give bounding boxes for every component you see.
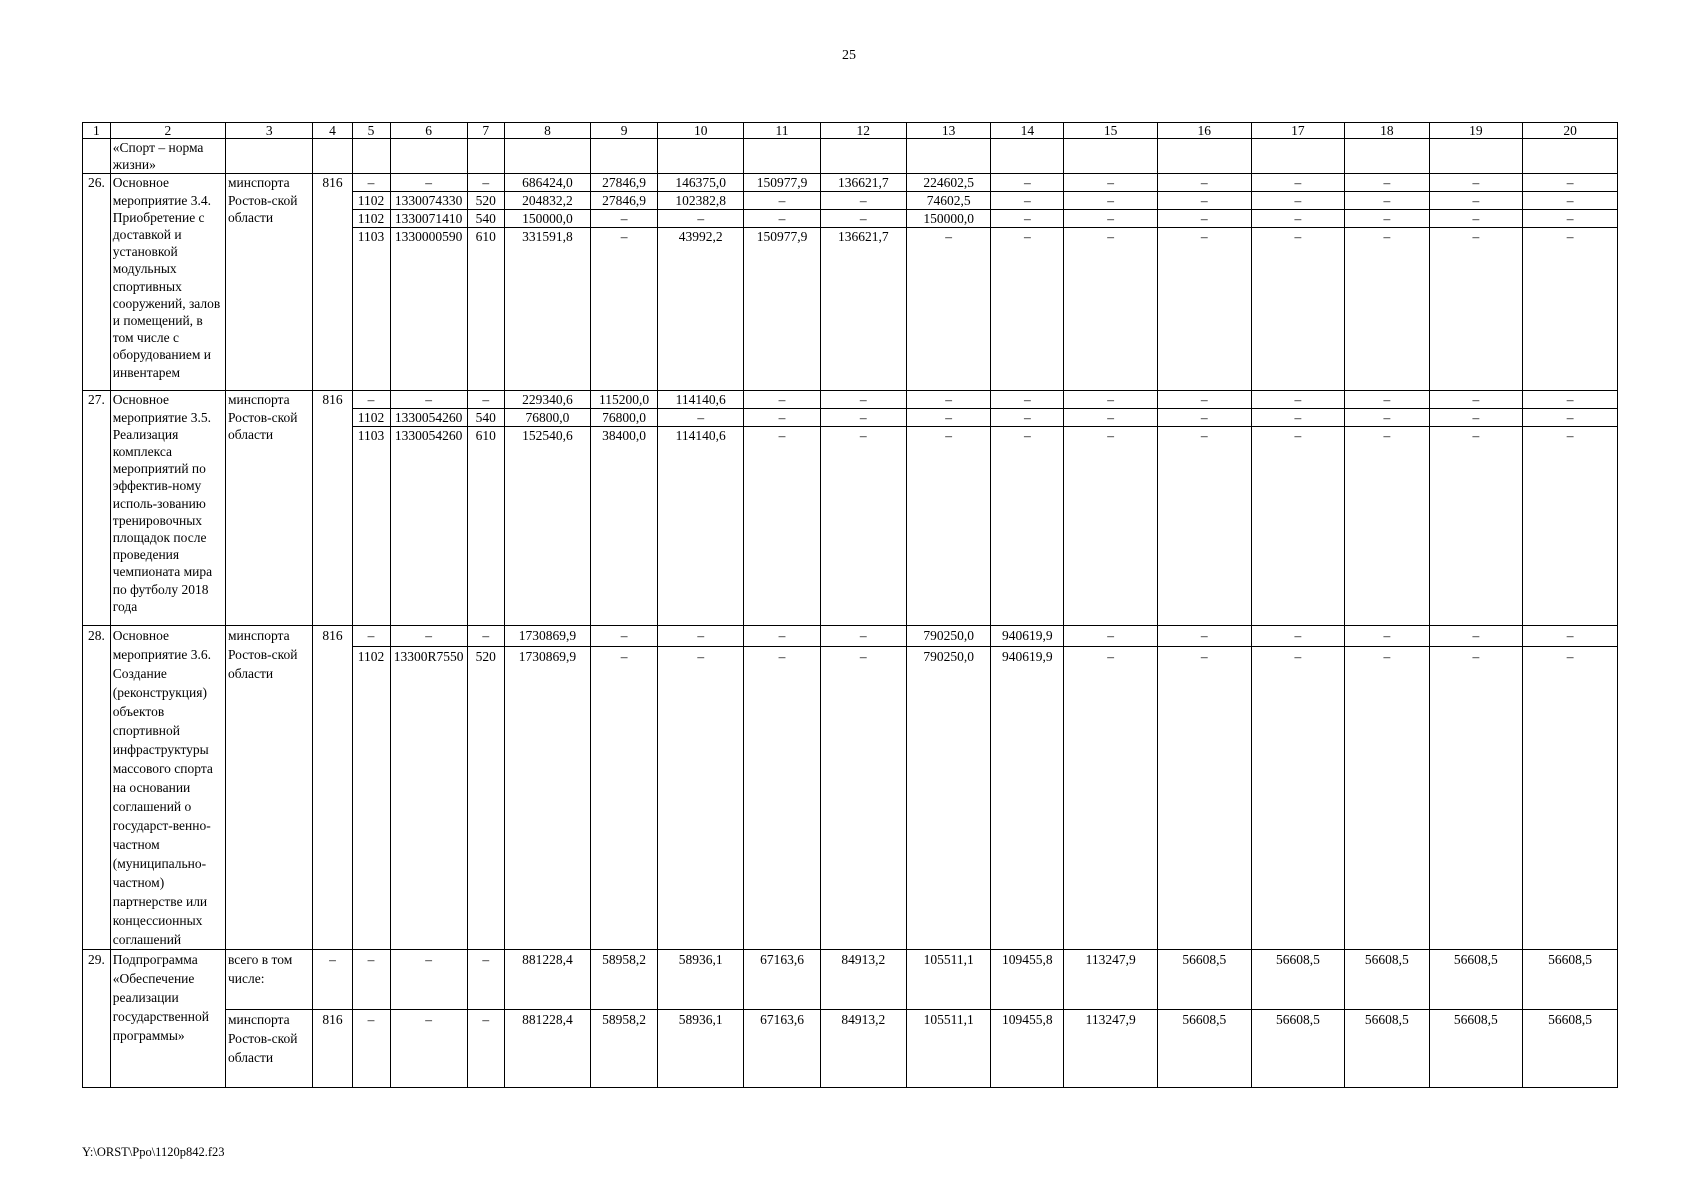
- header-cell: 8: [504, 123, 590, 139]
- value-cell: 113247,9: [1064, 1010, 1158, 1088]
- value-cell: 76800,0: [504, 409, 590, 427]
- value-cell: –: [744, 210, 820, 228]
- value-cell: 115200,0: [591, 391, 658, 409]
- value-cell: –: [1157, 228, 1251, 391]
- value-cell: 1102: [352, 647, 390, 950]
- table-cell: [991, 139, 1064, 174]
- value-cell: –: [1429, 228, 1523, 391]
- value-cell: –: [820, 210, 906, 228]
- value-cell: –: [1157, 210, 1251, 228]
- value-cell: –: [1345, 391, 1429, 409]
- header-cell: 12: [820, 123, 906, 139]
- value-cell: –: [1523, 391, 1618, 409]
- value-cell: –: [744, 626, 820, 647]
- value-cell: –: [744, 192, 820, 210]
- value-cell: 114140,6: [658, 391, 744, 409]
- value-cell: –: [1064, 174, 1158, 192]
- measure-name: Подпрограмма «Обеспечение реализации государственной программы»: [110, 950, 225, 1088]
- table-cell: [820, 139, 906, 174]
- value-cell: –: [1251, 391, 1345, 409]
- table-row: [83, 626, 1618, 647]
- value-cell: –: [390, 391, 467, 409]
- value-cell: 1330054260: [390, 409, 467, 427]
- value-cell: 1102: [352, 409, 390, 427]
- table-cell: [1345, 139, 1429, 174]
- table-cell: [313, 139, 352, 174]
- executor: минспорта Ростов-ской области: [225, 626, 312, 950]
- code-816: 816: [313, 626, 352, 950]
- value-cell: –: [1345, 192, 1429, 210]
- value-cell: –: [1251, 409, 1345, 427]
- value-cell: 136621,7: [820, 174, 906, 192]
- value-cell: –: [1345, 228, 1429, 391]
- table-cell: [906, 139, 990, 174]
- value-cell: 105511,1: [906, 1010, 990, 1088]
- header-cell: 13: [906, 123, 990, 139]
- header-cell: 3: [225, 123, 312, 139]
- value-cell: –: [591, 626, 658, 647]
- value-cell: 56608,5: [1523, 950, 1618, 1010]
- value-cell: 1730869,9: [504, 626, 590, 647]
- value-cell: –: [820, 192, 906, 210]
- value-cell: 686424,0: [504, 174, 590, 192]
- value-cell: 113247,9: [1064, 950, 1158, 1010]
- value-cell: 56608,5: [1157, 950, 1251, 1010]
- table-cell: [1523, 139, 1618, 174]
- value-cell: –: [390, 626, 467, 647]
- value-cell: –: [1251, 647, 1345, 950]
- value-cell: 146375,0: [658, 174, 744, 192]
- table-cell: [591, 139, 658, 174]
- value-cell: 56608,5: [1157, 1010, 1251, 1088]
- measure-name: Основное мероприятие 3.4. Приобретение с доставкой и установкой модульных спортивных сооружений, залов и помещений, в том числе с оборудованием и инвентарем: [110, 174, 225, 391]
- value-cell: –: [591, 210, 658, 228]
- value-cell: –: [467, 626, 504, 647]
- table-row: [83, 139, 1618, 174]
- value-cell: –: [1345, 174, 1429, 192]
- code-816: 816: [313, 391, 352, 626]
- value-cell: –: [1429, 427, 1523, 626]
- value-cell: –: [1064, 647, 1158, 950]
- value-cell: 1102: [352, 210, 390, 228]
- row-number: 28.: [83, 626, 111, 950]
- value-cell: –: [991, 210, 1064, 228]
- value-cell: 520: [467, 192, 504, 210]
- value-cell: 56608,5: [1523, 1010, 1618, 1088]
- value-cell: 150977,9: [744, 228, 820, 391]
- header-cell: 5: [352, 123, 390, 139]
- header-cell: 18: [1345, 123, 1429, 139]
- executor: минспорта Ростов-ской области: [225, 174, 312, 391]
- value-cell: 76800,0: [591, 409, 658, 427]
- value-cell: –: [991, 391, 1064, 409]
- value-cell: –: [820, 391, 906, 409]
- value-cell: –: [1157, 409, 1251, 427]
- table-cell: [744, 139, 820, 174]
- value-cell: 74602,5: [906, 192, 990, 210]
- table-row: [83, 1010, 1618, 1088]
- header-cell: 20: [1523, 123, 1618, 139]
- header-cell: 16: [1157, 123, 1251, 139]
- value-cell: 1730869,9: [504, 647, 590, 950]
- value-cell: –: [820, 409, 906, 427]
- value-cell: 56608,5: [1345, 950, 1429, 1010]
- value-cell: –: [467, 174, 504, 192]
- value-cell: –: [658, 626, 744, 647]
- value-cell: 1103: [352, 427, 390, 626]
- value-cell: 1330000590: [390, 228, 467, 391]
- value-cell: 13300R7550: [390, 647, 467, 950]
- value-cell: –: [658, 409, 744, 427]
- value-cell: 105511,1: [906, 950, 990, 1010]
- executor: минспорта Ростов-ской области: [225, 391, 312, 626]
- header-cell: 17: [1251, 123, 1345, 139]
- code-816: –: [313, 950, 352, 1010]
- value-cell: 67163,6: [744, 950, 820, 1010]
- value-cell: –: [1157, 626, 1251, 647]
- header-cell: 7: [467, 123, 504, 139]
- header-cell: 6: [390, 123, 467, 139]
- value-cell: 1330071410: [390, 210, 467, 228]
- table-cell: [1429, 139, 1523, 174]
- value-cell: 150000,0: [504, 210, 590, 228]
- value-cell: –: [1345, 427, 1429, 626]
- value-cell: –: [1157, 647, 1251, 950]
- value-cell: 1330054260: [390, 427, 467, 626]
- value-cell: 67163,6: [744, 1010, 820, 1088]
- value-cell: –: [1523, 427, 1618, 626]
- value-cell: 940619,9: [991, 647, 1064, 950]
- value-cell: –: [906, 427, 990, 626]
- value-cell: –: [352, 1010, 390, 1088]
- measure-name: Основное мероприятие 3.5. Реализация комплекса мероприятий по эффектив-ному исполь-зованию тренировочных площадок после проведения чемпионата мира по футболу 2018 года: [110, 391, 225, 626]
- value-cell: –: [1345, 409, 1429, 427]
- value-cell: –: [1429, 174, 1523, 192]
- value-cell: 84913,2: [820, 1010, 906, 1088]
- code-816: 816: [313, 174, 352, 391]
- measure-name: «Спорт – норма жизни»: [110, 139, 225, 174]
- value-cell: –: [1251, 174, 1345, 192]
- value-cell: 58936,1: [658, 1010, 744, 1088]
- measure-name: Основное мероприятие 3.6. Создание (реконструкция) объектов спортивной инфраструктуры массового спорта на основании соглашений о государст-венно-частном (муниципально-частном) партнерстве или концессионных соглашений: [110, 626, 225, 950]
- value-cell: 540: [467, 210, 504, 228]
- value-cell: 152540,6: [504, 427, 590, 626]
- value-cell: –: [744, 647, 820, 950]
- table-cell: [1157, 139, 1251, 174]
- value-cell: 540: [467, 409, 504, 427]
- value-cell: 38400,0: [591, 427, 658, 626]
- value-cell: –: [1157, 391, 1251, 409]
- footer-path: Y:\ORST\Ppo\1120p842.f23: [82, 1145, 225, 1159]
- header-cell: 9: [591, 123, 658, 139]
- table-cell: [658, 139, 744, 174]
- value-cell: –: [1523, 647, 1618, 950]
- value-cell: –: [1064, 626, 1158, 647]
- value-cell: –: [1064, 391, 1158, 409]
- table-cell: [83, 139, 111, 174]
- header-cell: 10: [658, 123, 744, 139]
- table-cell: [225, 139, 312, 174]
- row-number: 26.: [83, 174, 111, 391]
- value-cell: –: [1251, 210, 1345, 228]
- value-cell: –: [1345, 647, 1429, 950]
- value-cell: –: [1251, 427, 1345, 626]
- value-cell: –: [1523, 174, 1618, 192]
- value-cell: 610: [467, 228, 504, 391]
- value-cell: 150977,9: [744, 174, 820, 192]
- value-cell: –: [1523, 228, 1618, 391]
- table-cell: [390, 139, 467, 174]
- value-cell: –: [352, 626, 390, 647]
- value-cell: 331591,8: [504, 228, 590, 391]
- budget-table: [82, 122, 1618, 1088]
- value-cell: 56608,5: [1251, 1010, 1345, 1088]
- value-cell: 56608,5: [1345, 1010, 1429, 1088]
- header-cell: 11: [744, 123, 820, 139]
- value-cell: –: [991, 409, 1064, 427]
- value-cell: –: [591, 647, 658, 950]
- value-cell: –: [906, 409, 990, 427]
- value-cell: 150000,0: [906, 210, 990, 228]
- value-cell: –: [1157, 192, 1251, 210]
- value-cell: –: [1523, 192, 1618, 210]
- value-cell: –: [1251, 228, 1345, 391]
- header-cell: 15: [1064, 123, 1158, 139]
- value-cell: 610: [467, 427, 504, 626]
- value-cell: 114140,6: [658, 427, 744, 626]
- value-cell: –: [390, 1010, 467, 1088]
- value-cell: 43992,2: [658, 228, 744, 391]
- value-cell: –: [744, 409, 820, 427]
- value-cell: –: [467, 391, 504, 409]
- value-cell: –: [991, 427, 1064, 626]
- value-cell: –: [906, 228, 990, 391]
- table-cell: [1251, 139, 1345, 174]
- value-cell: 56608,5: [1251, 950, 1345, 1010]
- value-cell: 58958,2: [591, 950, 658, 1010]
- value-cell: –: [1523, 409, 1618, 427]
- value-cell: –: [658, 647, 744, 950]
- value-cell: 136621,7: [820, 228, 906, 391]
- value-cell: 1330074330: [390, 192, 467, 210]
- page-number: 25: [842, 48, 856, 63]
- value-cell: –: [991, 228, 1064, 391]
- value-cell: –: [1064, 228, 1158, 391]
- value-cell: 27846,9: [591, 174, 658, 192]
- value-cell: 224602,5: [906, 174, 990, 192]
- value-cell: –: [390, 950, 467, 1010]
- value-cell: –: [591, 228, 658, 391]
- value-cell: –: [390, 174, 467, 192]
- value-cell: 520: [467, 647, 504, 950]
- table-cell: [352, 139, 390, 174]
- header-cell: 2: [110, 123, 225, 139]
- value-cell: 881228,4: [504, 1010, 590, 1088]
- value-cell: 1103: [352, 228, 390, 391]
- value-cell: –: [1251, 192, 1345, 210]
- executor: всего в том числе:: [225, 950, 312, 1010]
- value-cell: –: [1251, 626, 1345, 647]
- value-cell: –: [744, 391, 820, 409]
- value-cell: –: [991, 174, 1064, 192]
- value-cell: –: [1157, 174, 1251, 192]
- value-cell: 84913,2: [820, 950, 906, 1010]
- value-cell: –: [1429, 647, 1523, 950]
- header-cell: 1: [83, 123, 111, 139]
- value-cell: 109455,8: [991, 1010, 1064, 1088]
- value-cell: –: [820, 427, 906, 626]
- value-cell: 109455,8: [991, 950, 1064, 1010]
- value-cell: –: [1157, 427, 1251, 626]
- value-cell: –: [352, 174, 390, 192]
- value-cell: 56608,5: [1429, 950, 1523, 1010]
- value-cell: –: [352, 950, 390, 1010]
- header-row: [83, 123, 1618, 139]
- value-cell: –: [820, 626, 906, 647]
- value-cell: 204832,2: [504, 192, 590, 210]
- code-816: 816: [313, 1010, 352, 1088]
- value-cell: –: [1429, 391, 1523, 409]
- table-row: [83, 174, 1618, 192]
- header-cell: 19: [1429, 123, 1523, 139]
- value-cell: 56608,5: [1429, 1010, 1523, 1088]
- value-cell: –: [906, 391, 990, 409]
- value-cell: –: [820, 647, 906, 950]
- value-cell: 790250,0: [906, 647, 990, 950]
- value-cell: –: [1064, 192, 1158, 210]
- value-cell: –: [1064, 210, 1158, 228]
- value-cell: –: [1429, 626, 1523, 647]
- value-cell: –: [744, 427, 820, 626]
- row-number: 27.: [83, 391, 111, 626]
- value-cell: –: [1345, 210, 1429, 228]
- value-cell: –: [1523, 626, 1618, 647]
- value-cell: –: [1064, 409, 1158, 427]
- table-row: [83, 391, 1618, 409]
- value-cell: 1102: [352, 192, 390, 210]
- table-row: [83, 950, 1618, 1010]
- row-number: 29.: [83, 950, 111, 1088]
- value-cell: –: [1064, 427, 1158, 626]
- value-cell: 881228,4: [504, 950, 590, 1010]
- table-cell: [504, 139, 590, 174]
- value-cell: –: [1429, 210, 1523, 228]
- value-cell: –: [658, 210, 744, 228]
- header-cell: 14: [991, 123, 1064, 139]
- value-cell: 58958,2: [591, 1010, 658, 1088]
- value-cell: 229340,6: [504, 391, 590, 409]
- table-cell: [467, 139, 504, 174]
- value-cell: –: [1429, 409, 1523, 427]
- header-cell: 4: [313, 123, 352, 139]
- value-cell: –: [1429, 192, 1523, 210]
- value-cell: 27846,9: [591, 192, 658, 210]
- value-cell: –: [991, 192, 1064, 210]
- value-cell: –: [467, 950, 504, 1010]
- executor: минспорта Ростов-ской области: [225, 1010, 312, 1088]
- value-cell: –: [1345, 626, 1429, 647]
- value-cell: –: [352, 391, 390, 409]
- value-cell: 790250,0: [906, 626, 990, 647]
- value-cell: 940619,9: [991, 626, 1064, 647]
- table-cell: [1064, 139, 1158, 174]
- value-cell: 58936,1: [658, 950, 744, 1010]
- value-cell: –: [1523, 210, 1618, 228]
- value-cell: 102382,8: [658, 192, 744, 210]
- value-cell: –: [467, 1010, 504, 1088]
